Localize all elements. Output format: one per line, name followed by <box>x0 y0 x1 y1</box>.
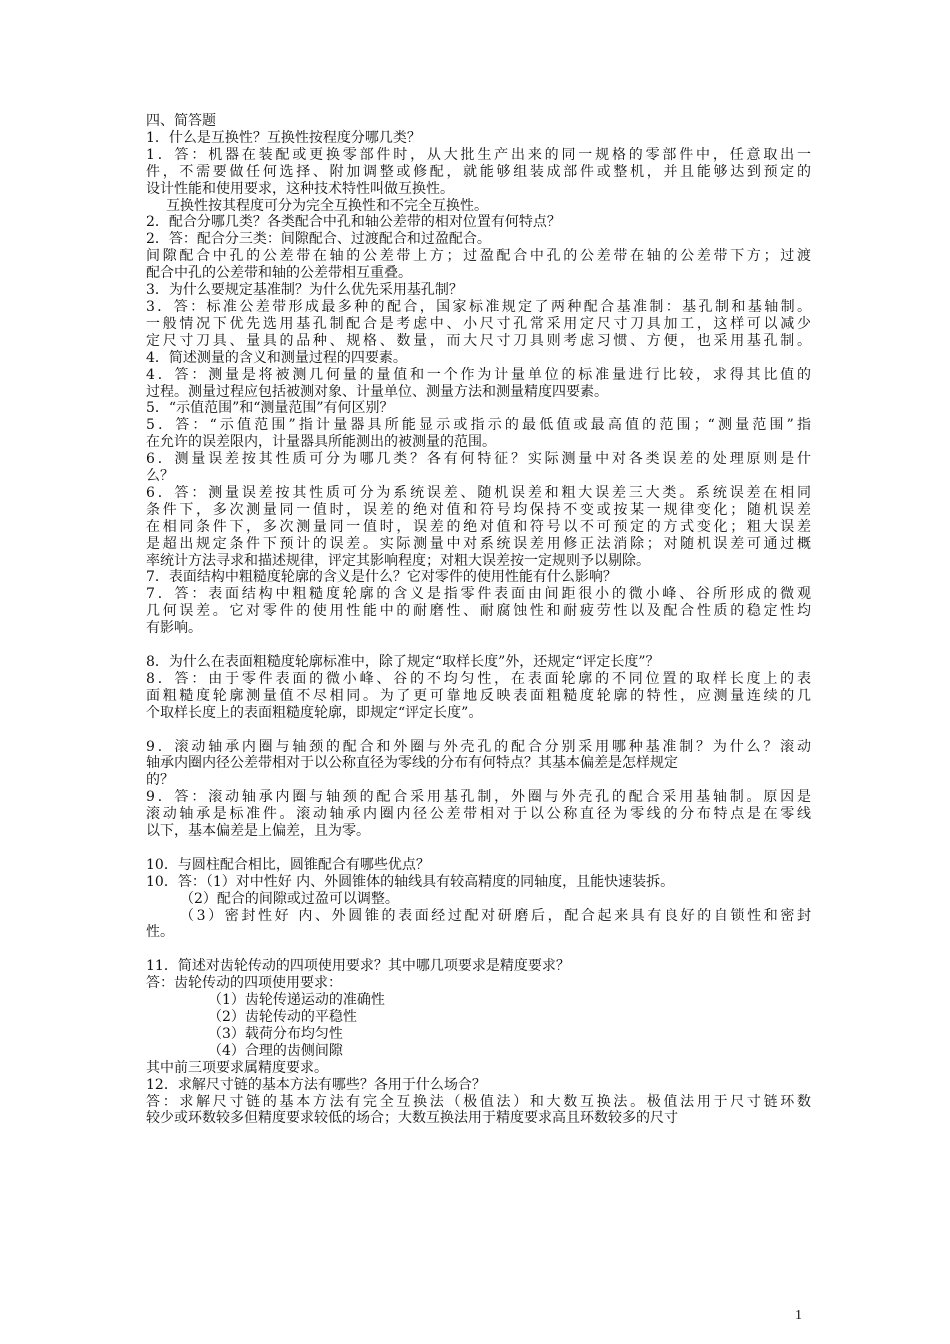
section-title: 四、简答题 <box>146 113 216 129</box>
answer-10-line: 性。 <box>146 924 174 941</box>
question-9-line: 轴承内圈内径公差带相对于以公称直径为零线的分布有何特点？其基本偏差是怎样规定 <box>146 755 678 772</box>
question-3: 3．为什么要规定基准制？为什么优先采用基孔制？ <box>146 282 463 299</box>
answer-10-line: （3）密封性好 内、外圆锥的表面经过配对研磨后，配合起来具有良好的自锁性和密封 <box>180 907 811 924</box>
list-item: （4）合理的齿侧间隙 <box>208 1042 343 1059</box>
answer-5-line: 5．答：“示值范围”指计量器具所能显示或指示的最低值或最高值的范围；“测量范围”指 <box>146 417 811 434</box>
question-6-line: 6．测量误差按其性质可分为哪几类？各有何特征？实际测量中对各类误差的处理原则是什 <box>146 451 811 468</box>
question-8: 8．为什么在表面粗糙度轮廓标准中，除了规定“取样长度”外，还规定“评定长度”？ <box>146 653 660 670</box>
answer-10-line: （2）配合的间隙或过盈可以调整。 <box>180 890 399 907</box>
question-6-line: 么？ <box>146 468 174 485</box>
answer-9-line: 滚动轴承是标准件。滚动轴承内圈内径公差带相对于以公称直径为零线的分布特点是在零线 <box>146 806 811 823</box>
question-5: 5．“示值范围”和“测量范围”有何区别？ <box>146 400 394 417</box>
answer-11-intro: 答：齿轮传动的四项使用要求： <box>146 975 342 992</box>
answer-8-line: 8．答：由于零件表面的微小峰、谷的不均匀性，在表面轮廓的不同位置的取样长度上的表 <box>146 670 811 687</box>
question-9-line: 的？ <box>146 772 174 789</box>
answer-4-line: 过程。测量过程应包括被测对象、计量单位、测量方法和测量精度四要素。 <box>146 383 608 400</box>
question-2: 2．配合分哪几类？各类配合中孔和轴公差带的相对位置有何特点？ <box>146 214 561 231</box>
answer-4-line: 4．答：测量是将被测几何量的量值和一个作为计量单位的标准量进行比较，求得其比值的 <box>146 366 811 383</box>
answer-8-line: 面粗糙度轮廓测量值不尽相同。为了更可靠地反映表面粗糙度轮廓的特性，应测量连续的几 <box>146 687 811 704</box>
answer-1-line: 1．答：机器在装配或更换零部件时，从大批生产出来的同一规格的零部件中，任意取出一 <box>146 146 811 163</box>
answer-2-line: 2．答：配合分三类：间隙配合、过渡配合和过盈配合。 <box>146 231 491 248</box>
answer-3-line: 一般情况下优先选用基孔制配合是考虑中、小尺寸孔常采用定尺寸刀具加工，这样可以减少 <box>146 315 811 332</box>
list-item: （1）齿轮传递运动的准确性 <box>208 992 385 1009</box>
question-9-line: 9．滚动轴承内圈与轴颈的配合和外圈与外壳孔的配合分别采用哪种基准制？为什么？滚动 <box>146 738 811 755</box>
document-body <box>146 113 811 1127</box>
answer-6-line: 在相同条件下，多次测量同一值时，误差的绝对值和符号以不可预定的方式变化；粗大误差 <box>146 518 811 535</box>
answer-7-line: 几何误差。它对零件的使用性能中的耐磨性、耐腐蚀性和耐疲劳性以及配合性质的稳定性均 <box>146 603 811 620</box>
answer-2-line: 配合中孔的公差带和轴的公差带相互重叠。 <box>146 265 412 282</box>
question-12: 12．求解尺寸链的基本方法有哪些？各用于什么场合？ <box>146 1076 486 1093</box>
answer-2-line: 间隙配合中孔的公差带在轴的公差带上方；过盈配合中孔的公差带在轴的公差带下方；过渡 <box>146 248 811 265</box>
list-item: （3）载荷分布均匀性 <box>208 1025 343 1042</box>
answer-9-line: 以下，基本偏差是上偏差，且为零。 <box>146 823 370 840</box>
answer-3-line: 定尺寸刀具、量具的品种、规格、数量，而大尺寸刀具则考虑习惯、方便，也采用基孔制。 <box>146 332 811 349</box>
answer-6-line: 是超出规定条件下预计的误差。实际测量中对系统误差用修正法消除；对随机误差可通过概 <box>146 535 811 552</box>
question-11: 11．简述对齿轮传动的四项使用要求？其中哪几项要求是精度要求？ <box>146 958 570 975</box>
answer-6-line: 率统计方法寻求和描述规律，评定其影响程度；对粗大误差按一定规则予以剔除。 <box>146 552 650 569</box>
answer-3-line: 3．答：标准公差带形成最多种的配合，国家标准规定了两种配合基准制：基孔制和基轴制。 <box>146 298 811 315</box>
answer-7-line: 7．答：表面结构中粗糙度轮廓的含义是指零件表面由间距很小的微小峰、谷所形成的微观 <box>146 586 811 603</box>
answer-9-line: 9．答：滚动轴承内圈与轴颈的配合采用基孔制，外圈与外壳孔的配合采用基轴制。原因是 <box>146 789 811 806</box>
answer-6-line: 6．答：测量误差按其性质可分为系统误差、随机误差和粗大误差三大类。系统误差在相同 <box>146 484 811 501</box>
answer-8-line: 个取样长度上的表面粗糙度轮廓，即规定“评定长度”。 <box>146 704 483 721</box>
answer-10-line: 10．答：（1）对中性好 内、外圆锥体的轴线具有较高精度的同轴度，且能快速装拆。 <box>146 873 675 890</box>
answer-12-line: 答：求解尺寸链的基本方法有完全互换法（极值法）和大数互换法。极值法用于尺寸链环数 <box>146 1093 811 1110</box>
answer-1-line: 设计性能和使用要求，这种技术特性叫做互换性。 <box>146 180 454 197</box>
list-item: （2）齿轮传动的平稳性 <box>208 1008 357 1025</box>
question-1: 1．什么是互换性？互换性按程度分哪几类？ <box>146 129 421 146</box>
answer-7-line: 有影响。 <box>146 620 202 637</box>
answer-1-line: 件，不需要做任何选择、附加调整或修配，就能够组装成部件或整机，并且能够达到预定的 <box>146 163 811 180</box>
question-10: 10．与圆柱配合相比，圆锥配合有哪些优点？ <box>146 856 430 873</box>
question-7: 7．表面结构中粗糙度轮廓的含义是什么？它对零件的使用性能有什么影响？ <box>146 569 617 586</box>
answer-5-line: 在允许的误差限内，计量器具所能测出的被测量的范围。 <box>146 434 496 451</box>
answer-12-line: 较少或环数较多但精度要求较低的场合；大数互换法用于精度要求高且环数较多的尺寸 <box>146 1110 678 1127</box>
question-4: 4．简述测量的含义和测量过程的四要素。 <box>146 349 407 366</box>
answer-11-end: 其中前三项要求属精度要求。 <box>146 1059 328 1076</box>
page-number: 1 <box>795 1308 802 1323</box>
answer-1-line: 互换性按其程度可分为完全互换性和不完全互换性。 <box>166 197 488 214</box>
answer-6-line: 条件下，多次测量同一值时，误差的绝对值和符号均保持不变或按某一规律变化；随机误差 <box>146 501 811 518</box>
